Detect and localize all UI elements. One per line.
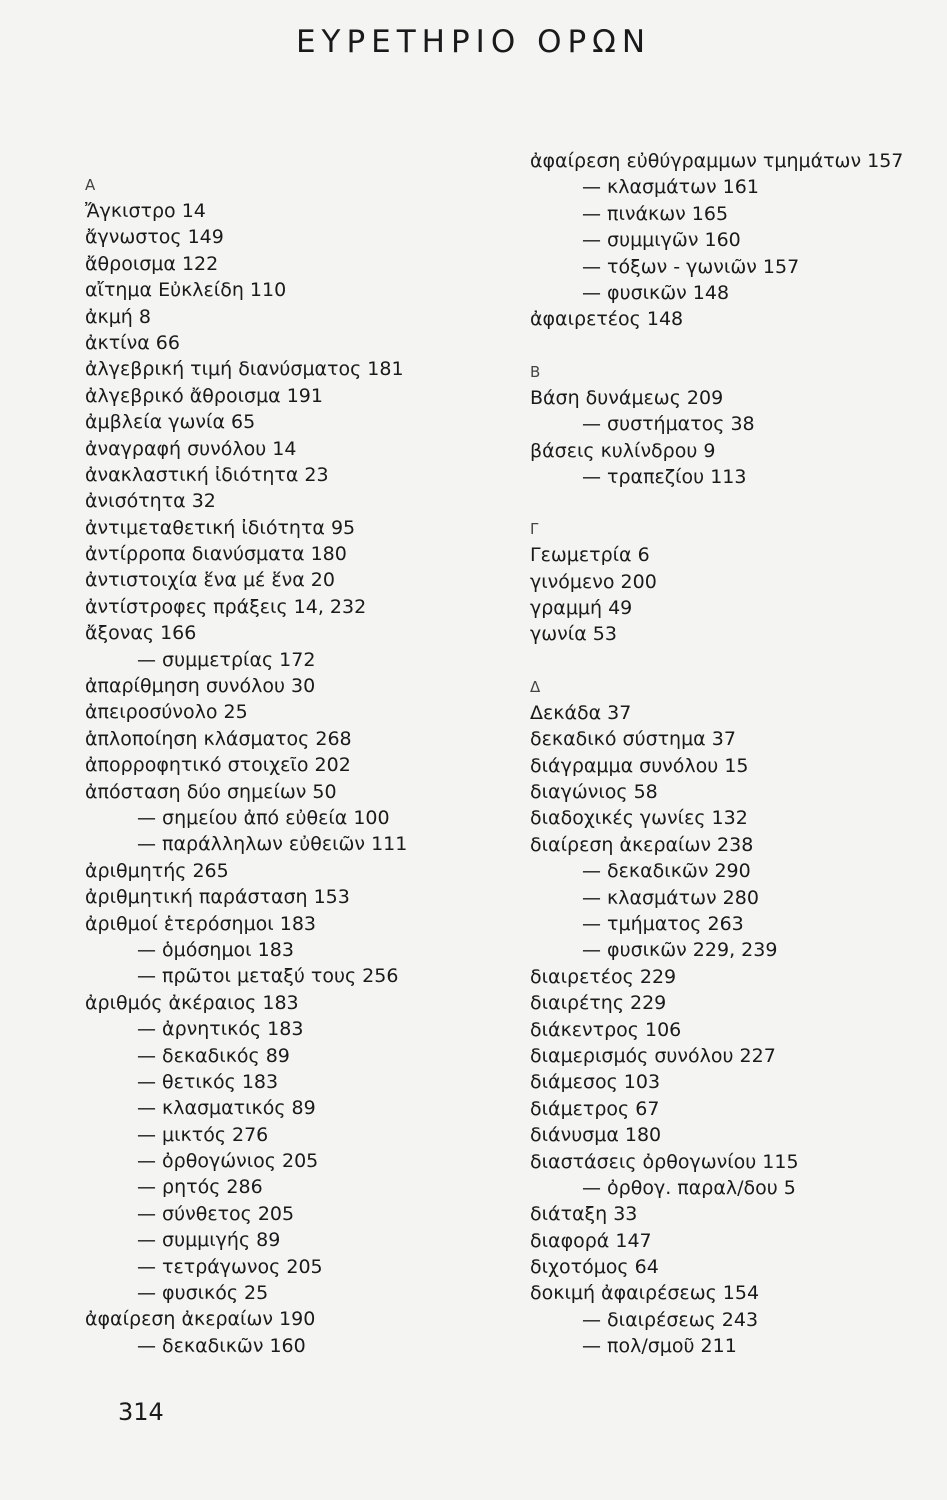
index-entry: δοκιμή ἀφαιρέσεως 154 [530, 1282, 760, 1305]
index-subentry: — κλασματικός 89 [137, 1097, 316, 1120]
index-entry: διάγραμμα συνόλου 15 [530, 754, 749, 777]
index-entry: ἀκτίνα 66 [85, 331, 180, 354]
index-entry: ἀμβλεία γωνία 65 [85, 411, 256, 434]
index-subentry: — συμμιγής 89 [137, 1229, 281, 1252]
index-entry: ἀνακλαστική ἰδιότητα 23 [85, 463, 329, 486]
index-entry: ἀντιστοιχία ἕνα μέ ἕνα 20 [85, 569, 335, 592]
index-subentry: — συμμετρίας 172 [137, 648, 316, 671]
index-entry: ἀφαιρετέος 148 [530, 308, 684, 331]
index-entry: διαγώνιος 58 [530, 781, 658, 804]
index-entry: δεκαδικό σύστημα 37 [530, 728, 736, 751]
index-subentry: — διαιρέσεως 243 [582, 1308, 759, 1331]
index-entry: ἀντίρροπα διανύσματα 180 [85, 543, 347, 566]
index-entry: ἀλγεβρικό ἄθροισμα 191 [85, 384, 323, 407]
index-subentry: — κλασμάτων 161 [582, 176, 759, 199]
index-entry: ἀπόσταση δύο σημείων 50 [85, 780, 337, 803]
index-subentry: — ἀρνητικός 183 [137, 1018, 304, 1041]
index-entry-list [530, 148, 930, 333]
index-entry: Γεωμετρία 6 [530, 544, 650, 567]
index-entry-list [85, 198, 505, 1359]
index-subentry: — δεκαδικῶν 160 [137, 1334, 306, 1357]
index-entry: ἀριθμητική παράσταση 153 [85, 886, 350, 909]
index-subentry: — σημείου ἀπό εὐθεία 100 [137, 806, 390, 829]
index-entry: ἀφαίρεση ἀκεραίων 190 [85, 1308, 316, 1331]
index-entry: διαδοχικές γωνίες 132 [530, 807, 748, 830]
section-gap [530, 490, 930, 516]
index-entry: ἀκμή 8 [85, 305, 151, 328]
index-entry: ἄξονας 166 [85, 622, 197, 645]
index-subentry: — δεκαδικῶν 290 [582, 860, 751, 883]
index-entry: διχοτόμος 64 [530, 1256, 659, 1279]
index-subentry: — συστήματος 38 [582, 413, 755, 436]
index-column-right [530, 148, 930, 1360]
page-title: ΕΥΡΕΤΗΡΙΟ ΟΡΩΝ [295, 24, 652, 60]
index-subentry: — μικτός 276 [137, 1123, 269, 1146]
index-subentry: — πολ/σμοῦ 211 [582, 1335, 737, 1358]
index-entry: γραμμή 49 [530, 597, 633, 620]
index-entry: ἄγνωστος 149 [85, 226, 224, 249]
index-subentry: — ὁμόσημοι 183 [137, 938, 294, 961]
index-entry: διάνυσμα 180 [530, 1124, 662, 1147]
index-entry: βάσεις κυλίνδρου 9 [530, 439, 716, 462]
index-entry: ἁπλοποίηση κλάσματος 268 [85, 727, 352, 750]
index-subentry: — ὀρθογ. παραλ/δου 5 [582, 1176, 796, 1199]
index-subentry: — πρῶτοι μεταξύ τους 256 [137, 965, 399, 988]
page-number: 314 [118, 1398, 164, 1426]
index-entry: διαφορά 147 [530, 1229, 652, 1252]
index-entry: ἀπορροφητικό στοιχεῖο 202 [85, 754, 351, 777]
index-entry: διάμεσος 103 [530, 1071, 661, 1094]
index-entry: διάμετρος 67 [530, 1097, 660, 1120]
index-subentry: — συμμιγῶν 160 [582, 229, 741, 252]
index-entry: διαιρετέος 229 [530, 965, 677, 988]
index-subentry: — τετράγωνος 205 [137, 1255, 323, 1278]
index-entry: διαμερισμός συνόλου 227 [530, 1044, 776, 1067]
index-entry: ἀπαρίθμηση συνόλου 30 [85, 675, 316, 698]
index-entry: ἀνισότητα 32 [85, 490, 216, 513]
index-subentry: — τμήματος 263 [582, 912, 744, 935]
section-gap [530, 333, 930, 359]
index-entry: ἀλγεβρική τιμή διανύσματος 181 [85, 358, 404, 381]
index-entry-list [530, 700, 930, 1360]
index-entry: ἀριθμητής 265 [85, 859, 229, 882]
index-subentry: — ὀρθογώνιος 205 [137, 1150, 319, 1173]
index-entry: γινόμενο 200 [530, 570, 657, 593]
index-subentry: — θετικός 183 [137, 1070, 279, 1093]
index-subentry: — φυσικῶν 148 [582, 281, 730, 304]
index-entry: ἀφαίρεση εὐθύγραμμων τμημάτων 157 [530, 150, 904, 172]
section-letter: Γ [530, 520, 539, 539]
index-subentry: — κλασμάτων 280 [582, 886, 759, 909]
index-entry: γωνία 53 [530, 623, 617, 646]
index-entry: ἀντίστροφες πράξεις 14, 232 [85, 595, 367, 618]
index-entry: διάταξη 33 [530, 1203, 638, 1226]
index-entry: ἀριθμός ἀκέραιος 183 [85, 991, 299, 1014]
index-entry: ἀναγραφή συνόλου 14 [85, 437, 297, 460]
index-subentry: — τραπεζίου 113 [582, 465, 747, 488]
section-gap [530, 648, 930, 674]
index-subentry: — σύνθετος 205 [137, 1202, 295, 1225]
index-entry: Δεκάδα 37 [530, 701, 632, 724]
index-entry-list [530, 542, 930, 648]
index-entry: διάκεντρος 106 [530, 1018, 682, 1041]
index-entry: ἀπειροσύνολο 25 [85, 701, 248, 724]
index-subentry: — τόξων - γωνιῶν 157 [582, 255, 800, 278]
index-subentry: — πινάκων 165 [582, 202, 729, 225]
section-letter: Β [530, 362, 541, 381]
index-entry: διαστάσεις ὀρθογωνίου 115 [530, 1150, 799, 1173]
index-entry: Ἄγκιστρο 14 [85, 200, 206, 222]
index-entry: ἀντιμεταθετική ἰδιότητα 95 [85, 516, 356, 539]
index-subentry: — δεκαδικός 89 [137, 1044, 290, 1067]
index-subentry: — παράλληλων εὐθειῶν 111 [137, 833, 408, 856]
index-entry: διαιρέτης 229 [530, 992, 667, 1015]
section-letter: Α [85, 176, 96, 194]
index-entry: Βάση δυνάμεως 209 [530, 386, 724, 409]
index-entry: ἀριθμοί ἑτερόσημοι 183 [85, 912, 317, 935]
index-subentry: — φυσικός 25 [137, 1282, 269, 1305]
index-column-left [85, 172, 505, 1359]
index-subentry: — ρητός 286 [137, 1176, 263, 1199]
index-entry: διαίρεση ἀκεραίων 238 [530, 833, 754, 856]
index-entry-list [530, 385, 930, 491]
index-subentry: — φυσικῶν 229, 239 [582, 939, 778, 962]
index-entry: αἴτημα Εὐκλείδη 110 [85, 279, 287, 302]
index-entry: ἄθροισμα 122 [85, 252, 219, 275]
section-letter: Δ [530, 677, 541, 696]
